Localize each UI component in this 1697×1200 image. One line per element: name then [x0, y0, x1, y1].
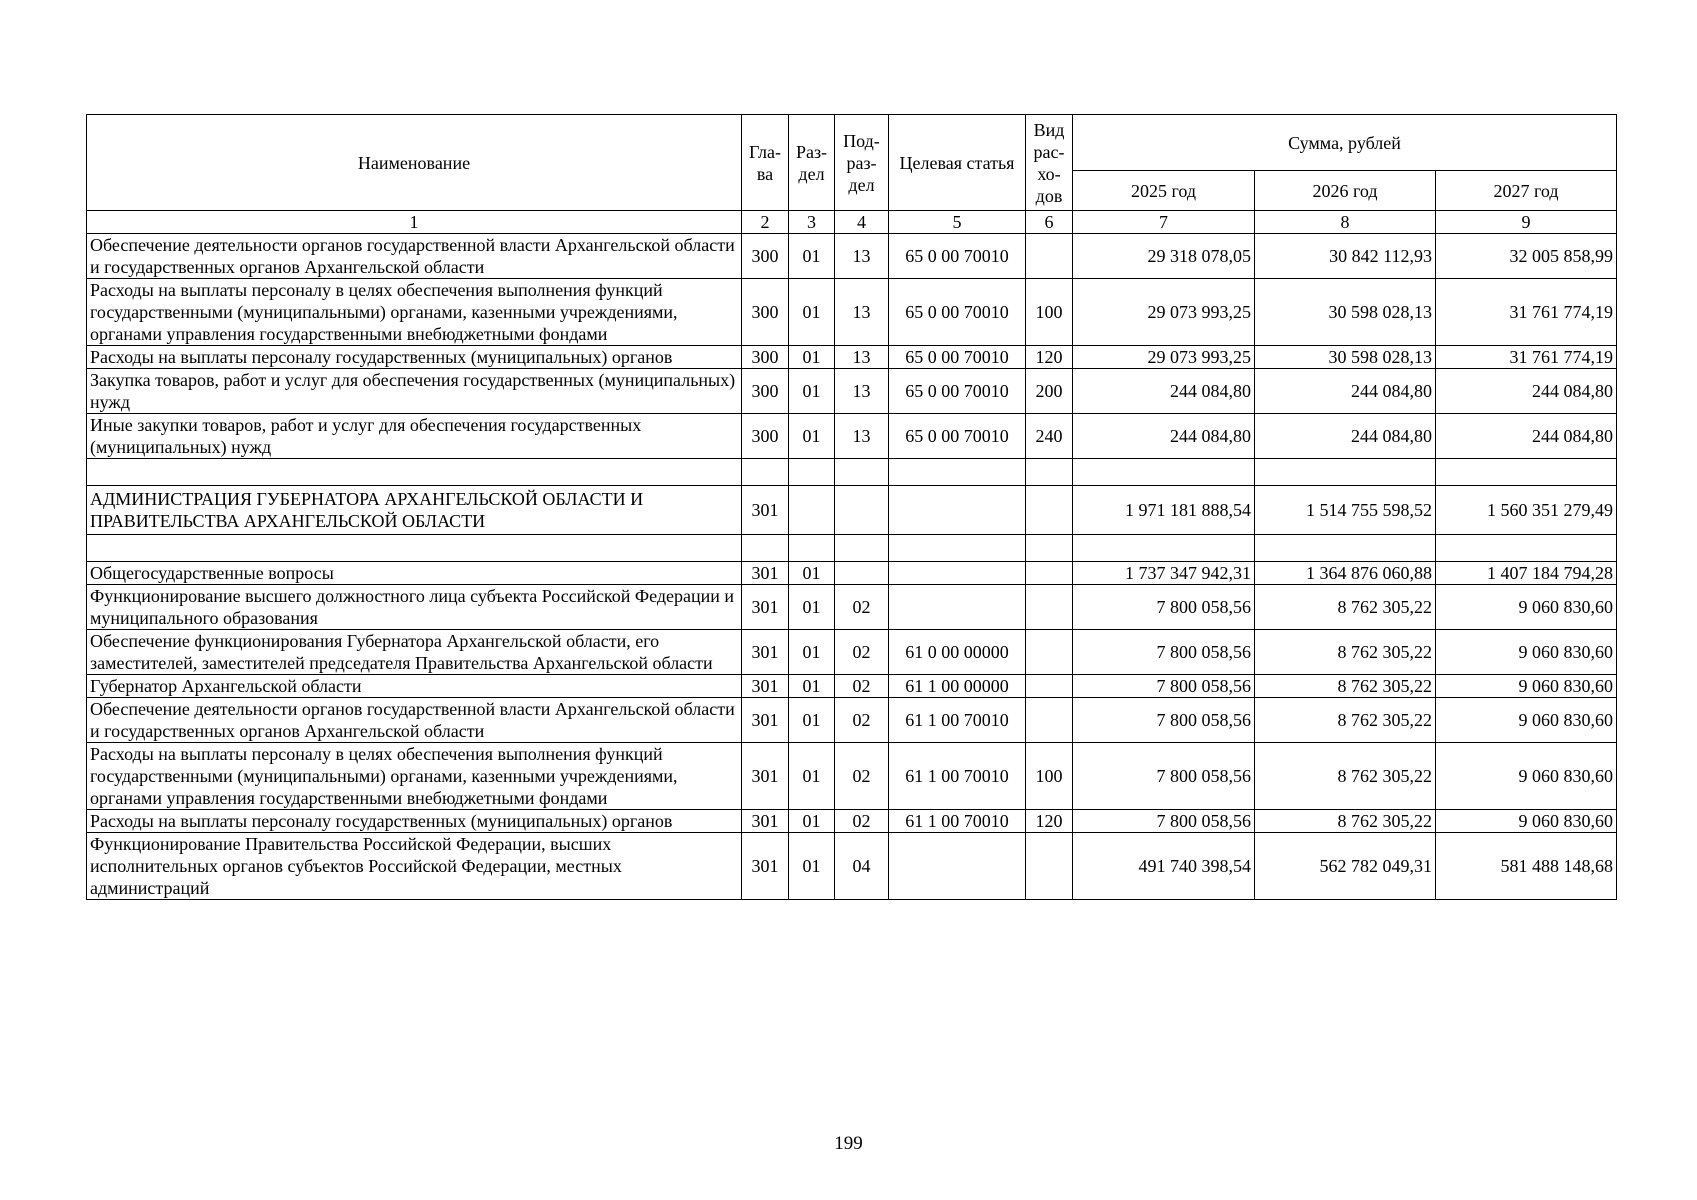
column-number-row — [87, 211, 1617, 234]
row-amount-2026: 562 782 049,31 — [1255, 833, 1436, 900]
row-amount-2027: 9 060 830,60 — [1436, 743, 1617, 810]
row-target — [889, 585, 1026, 630]
row-razdel — [789, 535, 835, 562]
page-number: 199 — [834, 1133, 863, 1154]
row-amount-2026: 244 084,80 — [1255, 369, 1436, 414]
row-amount-2026: 8 762 305,22 — [1255, 585, 1436, 630]
row-amount-2025: 1 971 181 888,54 — [1073, 486, 1255, 535]
row-amount-2026: 8 762 305,22 — [1255, 630, 1436, 675]
empty-row — [87, 535, 1617, 562]
row-razdel: 01 — [789, 279, 835, 346]
table-row — [87, 630, 1617, 675]
row-amount-2026: 8 762 305,22 — [1255, 675, 1436, 698]
row-razdel: 01 — [789, 562, 835, 585]
row-target: 65 0 00 70010 — [889, 414, 1026, 459]
table-row — [87, 346, 1617, 369]
row-glava — [742, 459, 789, 486]
row-amount-2027: 1 407 184 794,28 — [1436, 562, 1617, 585]
table-row — [87, 698, 1617, 743]
row-amount-2026: 8 762 305,22 — [1255, 698, 1436, 743]
row-razdel: 01 — [789, 743, 835, 810]
row-podrazdel: 13 — [835, 369, 889, 414]
row-amount-2026: 1 514 755 598,52 — [1255, 486, 1436, 535]
row-name: Иные закупки товаров, работ и услуг для обеспечения государственных (муниципальных) нужд — [87, 414, 742, 459]
row-razdel — [789, 486, 835, 535]
column-number: 6 — [1026, 211, 1073, 234]
row-amount-2027: 32 005 858,99 — [1436, 234, 1617, 279]
row-vid: 100 — [1026, 279, 1073, 346]
row-glava: 300 — [742, 369, 789, 414]
header-target: Целевая статья — [889, 115, 1026, 211]
row-name: Обеспечение деятельности органов государственной власти Архангельской области и государственных органов Архангельской области — [87, 698, 742, 743]
row-amount-2027: 244 084,80 — [1436, 414, 1617, 459]
row-amount-2025: 7 800 058,56 — [1073, 585, 1255, 630]
row-name: Расходы на выплаты персоналу в целях обеспечения выполнения функций государственными (муниципальными) органами, казенными учреждениями, органами управления государственными внебюджетными фондами — [87, 279, 742, 346]
row-amount-2026: 8 762 305,22 — [1255, 743, 1436, 810]
column-number: 1 — [87, 211, 742, 234]
row-vid — [1026, 234, 1073, 279]
section-row — [87, 486, 1617, 535]
row-vid — [1026, 459, 1073, 486]
row-glava: 300 — [742, 279, 789, 346]
row-target — [889, 486, 1026, 535]
row-glava: 301 — [742, 743, 789, 810]
table-row — [87, 585, 1617, 630]
row-podrazdel: 02 — [835, 743, 889, 810]
row-glava: 301 — [742, 630, 789, 675]
row-amount-2025: 29 073 993,25 — [1073, 346, 1255, 369]
row-glava: 300 — [742, 346, 789, 369]
table-row — [87, 743, 1617, 810]
row-glava: 300 — [742, 414, 789, 459]
row-amount-2027: 244 084,80 — [1436, 369, 1617, 414]
row-podrazdel — [835, 459, 889, 486]
row-glava: 301 — [742, 675, 789, 698]
row-amount-2027: 9 060 830,60 — [1436, 585, 1617, 630]
row-podrazdel — [835, 562, 889, 585]
row-razdel: 01 — [789, 675, 835, 698]
row-target: 61 1 00 70010 — [889, 698, 1026, 743]
row-vid: 100 — [1026, 743, 1073, 810]
row-name — [87, 535, 742, 562]
row-target — [889, 535, 1026, 562]
row-target: 65 0 00 70010 — [889, 346, 1026, 369]
row-glava: 301 — [742, 585, 789, 630]
table-row — [87, 279, 1617, 346]
row-target: 65 0 00 70010 — [889, 234, 1026, 279]
row-name: Обеспечение функционирования Губернатора Архангельской области, его заместителей, заместителей председателя Правительства Архангельской области — [87, 630, 742, 675]
row-amount-2025: 244 084,80 — [1073, 414, 1255, 459]
row-amount-2027: 9 060 830,60 — [1436, 630, 1617, 675]
row-amount-2025 — [1073, 535, 1255, 562]
table-row — [87, 414, 1617, 459]
row-podrazdel — [835, 486, 889, 535]
column-number: 5 — [889, 211, 1026, 234]
row-glava — [742, 535, 789, 562]
row-podrazdel: 02 — [835, 810, 889, 833]
row-glava: 301 — [742, 810, 789, 833]
row-target — [889, 833, 1026, 900]
row-podrazdel: 02 — [835, 585, 889, 630]
row-amount-2027: 9 060 830,60 — [1436, 810, 1617, 833]
row-vid — [1026, 535, 1073, 562]
table-row — [87, 234, 1617, 279]
row-amount-2025: 7 800 058,56 — [1073, 810, 1255, 833]
table-row — [87, 562, 1617, 585]
table-body — [87, 234, 1617, 900]
row-name: Расходы на выплаты персоналу государственных (муниципальных) органов — [87, 346, 742, 369]
row-amount-2025: 491 740 398,54 — [1073, 833, 1255, 900]
row-target: 61 1 00 00000 — [889, 675, 1026, 698]
column-number: 2 — [742, 211, 789, 234]
row-name — [87, 459, 742, 486]
row-vid — [1026, 562, 1073, 585]
row-podrazdel: 02 — [835, 630, 889, 675]
header-year-2025: 2025 год — [1073, 171, 1255, 211]
row-amount-2026: 8 762 305,22 — [1255, 810, 1436, 833]
row-name: Губернатор Архангельской области — [87, 675, 742, 698]
row-vid — [1026, 486, 1073, 535]
row-name: Функционирование Правительства Российской Федерации, высших исполнительных органов субъектов Российской Федерации, местных администраций — [87, 833, 742, 900]
row-amount-2025: 1 737 347 942,31 — [1073, 562, 1255, 585]
row-amount-2026: 30 598 028,13 — [1255, 346, 1436, 369]
row-razdel: 01 — [789, 630, 835, 675]
row-glava: 301 — [742, 833, 789, 900]
row-name: Закупка товаров, работ и услуг для обеспечения государственных (муниципальных) нужд — [87, 369, 742, 414]
row-target: 61 1 00 70010 — [889, 743, 1026, 810]
row-amount-2026: 30 598 028,13 — [1255, 279, 1436, 346]
row-amount-2026: 244 084,80 — [1255, 414, 1436, 459]
column-number: 9 — [1436, 211, 1617, 234]
header-razdel: Раз-дел — [789, 115, 835, 211]
row-razdel: 01 — [789, 346, 835, 369]
row-name: Обеспечение деятельности органов государственной власти Архангельской области и государственных органов Архангельской области — [87, 234, 742, 279]
row-target — [889, 562, 1026, 585]
table-row — [87, 675, 1617, 698]
row-amount-2027: 31 761 774,19 — [1436, 279, 1617, 346]
row-name: Расходы на выплаты персоналу в целях обеспечения выполнения функций государственными (муниципальными) органами, казенными учреждениями, органами управления государственными внебюджетными фондами — [87, 743, 742, 810]
row-amount-2025: 29 318 078,05 — [1073, 234, 1255, 279]
row-amount-2026 — [1255, 535, 1436, 562]
row-razdel: 01 — [789, 698, 835, 743]
row-vid: 120 — [1026, 810, 1073, 833]
row-glava: 301 — [742, 698, 789, 743]
row-amount-2026: 30 842 112,93 — [1255, 234, 1436, 279]
row-amount-2027 — [1436, 535, 1617, 562]
row-amount-2025: 7 800 058,56 — [1073, 630, 1255, 675]
column-number: 7 — [1073, 211, 1255, 234]
row-name: Общегосударственные вопросы — [87, 562, 742, 585]
header-glava: Гла-ва — [742, 115, 789, 211]
row-amount-2026 — [1255, 459, 1436, 486]
row-razdel: 01 — [789, 810, 835, 833]
header-podrazdel: Под-раз-дел — [835, 115, 889, 211]
row-glava: 300 — [742, 234, 789, 279]
row-name: АДМИНИСТРАЦИЯ ГУБЕРНАТОРА АРХАНГЕЛЬСКОЙ ОБЛАСТИ И ПРАВИТЕЛЬСТВА АРХАНГЕЛЬСКОЙ ОБЛАСТИ — [87, 486, 742, 535]
row-target — [889, 459, 1026, 486]
header-year-2026: 2026 год — [1255, 171, 1436, 211]
row-vid — [1026, 698, 1073, 743]
row-vid: 200 — [1026, 369, 1073, 414]
row-razdel — [789, 459, 835, 486]
row-amount-2027: 1 560 351 279,49 — [1436, 486, 1617, 535]
row-target: 61 0 00 00000 — [889, 630, 1026, 675]
row-vid: 240 — [1026, 414, 1073, 459]
row-glava: 301 — [742, 562, 789, 585]
row-podrazdel: 13 — [835, 279, 889, 346]
row-podrazdel: 13 — [835, 346, 889, 369]
table-row — [87, 369, 1617, 414]
row-amount-2025: 244 084,80 — [1073, 369, 1255, 414]
column-number: 4 — [835, 211, 889, 234]
row-target: 65 0 00 70010 — [889, 369, 1026, 414]
row-target: 61 1 00 70010 — [889, 810, 1026, 833]
row-amount-2026: 1 364 876 060,88 — [1255, 562, 1436, 585]
row-podrazdel: 02 — [835, 698, 889, 743]
row-razdel: 01 — [789, 833, 835, 900]
empty-row — [87, 459, 1617, 486]
row-amount-2025: 7 800 058,56 — [1073, 743, 1255, 810]
row-podrazdel: 13 — [835, 414, 889, 459]
row-amount-2025: 7 800 058,56 — [1073, 675, 1255, 698]
row-amount-2025: 29 073 993,25 — [1073, 279, 1255, 346]
row-vid — [1026, 833, 1073, 900]
row-amount-2027 — [1436, 459, 1617, 486]
row-podrazdel: 13 — [835, 234, 889, 279]
column-number: 8 — [1255, 211, 1436, 234]
row-name: Расходы на выплаты персоналу государственных (муниципальных) органов — [87, 810, 742, 833]
row-razdel: 01 — [789, 369, 835, 414]
header-sum: Сумма, рублей — [1073, 115, 1617, 171]
row-name: Функционирование высшего должностного лица субъекта Российской Федерации и муниципального образования — [87, 585, 742, 630]
row-vid — [1026, 675, 1073, 698]
row-podrazdel — [835, 535, 889, 562]
header-year-2027: 2027 год — [1436, 171, 1617, 211]
row-amount-2027: 31 761 774,19 — [1436, 346, 1617, 369]
row-podrazdel: 02 — [835, 675, 889, 698]
row-razdel: 01 — [789, 234, 835, 279]
budget-table — [86, 114, 1617, 900]
table-row — [87, 833, 1617, 900]
row-amount-2027: 9 060 830,60 — [1436, 675, 1617, 698]
row-amount-2025: 7 800 058,56 — [1073, 698, 1255, 743]
row-glava: 301 — [742, 486, 789, 535]
table-row — [87, 810, 1617, 833]
row-razdel: 01 — [789, 585, 835, 630]
header-name: Наименование — [87, 115, 742, 211]
header-vid: Вид рас-хо-дов — [1026, 115, 1073, 211]
row-amount-2025 — [1073, 459, 1255, 486]
row-amount-2027: 9 060 830,60 — [1436, 698, 1617, 743]
row-vid: 120 — [1026, 346, 1073, 369]
row-vid — [1026, 585, 1073, 630]
row-podrazdel: 04 — [835, 833, 889, 900]
row-target: 65 0 00 70010 — [889, 279, 1026, 346]
column-number: 3 — [789, 211, 835, 234]
row-vid — [1026, 630, 1073, 675]
row-amount-2027: 581 488 148,68 — [1436, 833, 1617, 900]
row-razdel: 01 — [789, 414, 835, 459]
